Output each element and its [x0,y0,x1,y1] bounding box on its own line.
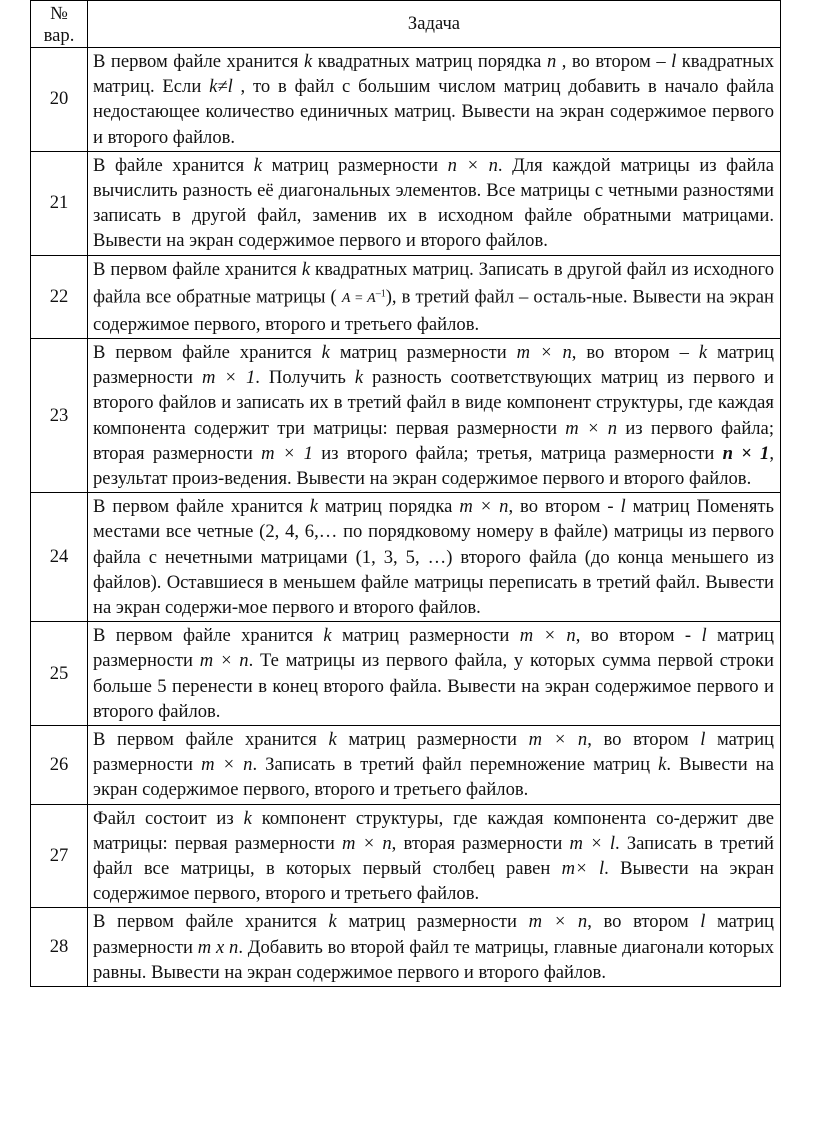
inverse-matrix-formula: $A = A^{-1}$ [341,288,386,307]
variant-number: 22 [31,255,88,338]
variant-number: 23 [31,338,88,492]
table-row [31,255,781,338]
task-text: В первом файле хранится k матриц размерности m × n, во втором - l матриц размерности m × n. Те матрицы из первого файла, у которых сумма первой строки больше 5 перенести в конец второго файла. Вывести на экран содержимое первого и второго файлов. [88,622,781,726]
table-row [31,622,781,726]
variant-number: 25 [31,622,88,726]
table-header-row [31,1,781,48]
variant-number: 20 [31,48,88,152]
table-row [31,493,781,622]
table-row [31,151,781,255]
task-text: Файл состоит из k компонент структуры, где каждая компонента со-держит две матрицы: первая размерности m × n, вторая размерности m × l. Записать в третий файл все матрицы, в которых первый столбец равен m× l. Вывести на экран содержимое первого, второго и третьего файлов. [88,804,781,908]
table-row [31,908,781,987]
task-text: В первом файле хранится k квадратных матриц порядка n , во втором – l квадратных матриц. Если k≠l , то в файл с большим числом матриц добавить в начало файла недостающее количество единичных матриц. Вывести на экран содержимое первого и второго файлов. [88,48,781,152]
variant-number: 21 [31,151,88,255]
variant-number: 27 [31,804,88,908]
task-text: В первом файле хранится k матриц порядка m × n, во втором - l матриц Поменять местами все четные (2, 4, 6,… по порядковому номеру в файле) матрицы из первого файла с нечетными матрицами (1, 3, 5, …) второго файла (до конца меньшего из файлов). Оставшиеся в меньшем файле матрицы переписать в третий файл. Вывести на экран содержи-мое первого и второго файлов. [88,493,781,622]
variant-number: 28 [31,908,88,987]
tasks-table [30,0,781,987]
task-text: В первом файле хранится k матриц размерности m × n, во втором l матриц размерности m × n. Записать в третий файл перемножение матриц k. Вывести на экран содержимое первого, второго и третьего файлов. [88,725,781,804]
table-row [31,48,781,152]
document-page [30,0,780,987]
variant-number: 24 [31,493,88,622]
table-row [31,725,781,804]
table-row [31,338,781,492]
task-text: В первом файле хранится k матриц размерности m × n, во втором l матриц размерности m x n. Добавить во второй файл те матрицы, главные диагонали которых равны. Вывести на экран содержимое первого и второго файлов. [88,908,781,987]
task-header: Задача [88,1,781,48]
table-row [31,804,781,908]
task-text: В первом файле хранится k матриц размерности m × n, во втором – k матриц размерности m × 1. Получить k разность соответствующих матриц из первого и второго файлов и записать их в третий файл в виде компонент структуры, где каждая компонента содержит три матрицы: первая размерности m × n из первого файла; вторая размерности m × 1 из второго файла; третья, матрица размерности n × 1, результат произ-ведения. Вывести на экран содержимое первого и второго файлов. [88,338,781,492]
variant-number: 26 [31,725,88,804]
task-text: В первом файле хранится k квадратных матриц. Записать в другой файл из исходного файла все обратные матрицы ( $A = A^{-1}$), в третий файл – осталь-ные. Вывести на экран содержимое первого, второго и третьего файлов. [88,255,781,338]
task-text: В файле хранится k матриц размерности n × n. Для каждой матрицы из файла вычислить разность её диагональных элементов. Все матрицы с четными разностями записать в другой файл, заменив их в исходном файле обратными матрицами. Вывести на экран содержимое первого и второго файлов. [88,151,781,255]
variant-number-header: № вар. [31,1,88,48]
